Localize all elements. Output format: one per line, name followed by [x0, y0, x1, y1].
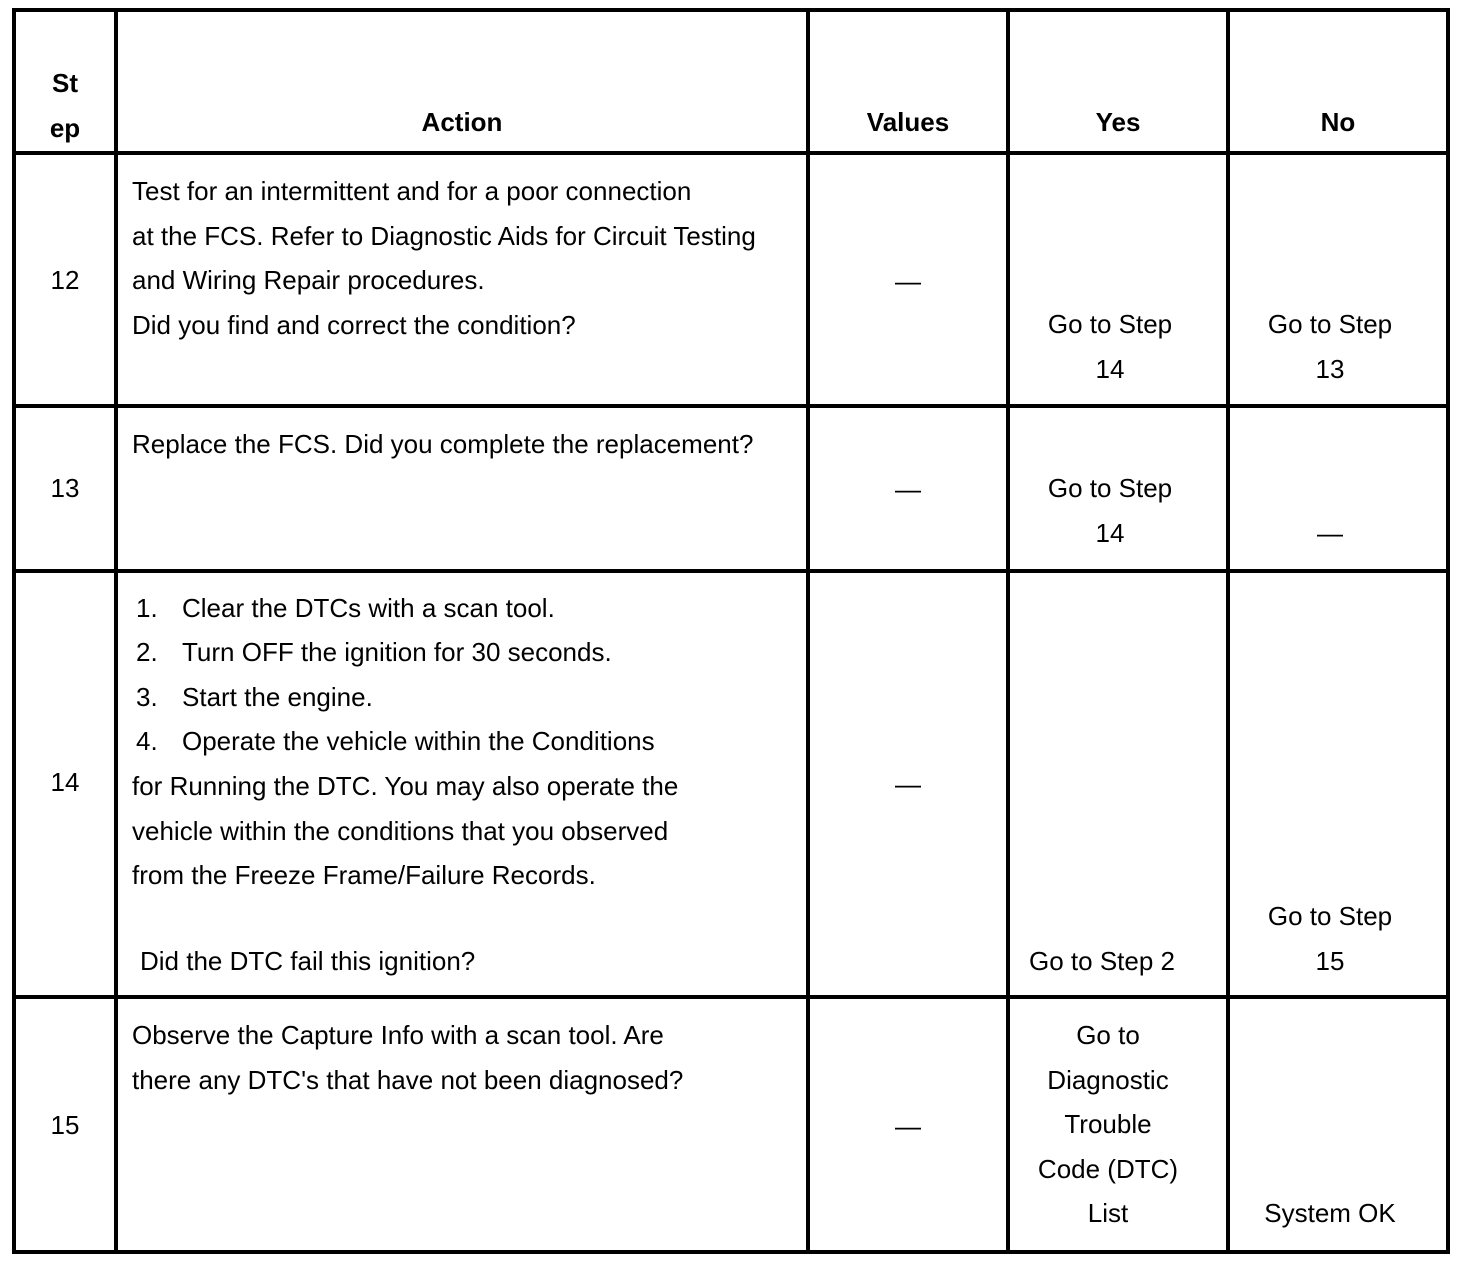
action-text [132, 169, 756, 347]
action-text [132, 422, 753, 467]
no-line: Go to Step [1267, 901, 1393, 931]
yes-line: Go to Step 2 [1029, 946, 1175, 976]
yes-line: Go to Step [1047, 309, 1173, 339]
yes-cell [1010, 302, 1210, 391]
no-line: System OK [1264, 1198, 1396, 1228]
action-text [132, 1013, 683, 1102]
list-number: 4. [136, 726, 158, 756]
yes-line: Go to Step [1047, 473, 1173, 503]
column-divider [114, 8, 118, 1254]
table-border-right [1446, 8, 1450, 1254]
row-divider [12, 569, 1450, 573]
value-cell: — [895, 769, 921, 799]
action-line: from the Freeze Frame/Failure Records. [132, 860, 596, 890]
action-line: vehicle within the conditions that you observed [132, 815, 669, 846]
header-no: No [1320, 107, 1356, 137]
list-text: Turn OFF the ignition for 30 seconds. [182, 637, 612, 667]
action-list-item [136, 630, 612, 675]
value-cell: — [895, 1111, 921, 1141]
action-line: at the FCS. Refer to Diagnostic Aids for Circuit Testing [132, 220, 756, 251]
action-line: for Running the DTC. You may also operate the [132, 771, 679, 801]
yes-line: 14 [1095, 517, 1125, 548]
action-line: Replace the FCS. Did you complete the replacement? [132, 429, 754, 459]
action-line: Did you find and correct the condition? [132, 309, 576, 340]
yes-line: Trouble [1064, 1109, 1152, 1139]
header-step-line2: ep [49, 112, 81, 143]
row-divider [12, 404, 1450, 408]
list-text: Operate the vehicle within the Conditions [182, 726, 655, 756]
row-divider [12, 151, 1450, 155]
no-cell [1230, 1191, 1430, 1236]
yes-line: Code (DTC) [1037, 1153, 1179, 1184]
action-line: and Wiring Repair procedures. [132, 265, 485, 295]
no-cell [1230, 511, 1430, 556]
action-text [132, 764, 678, 898]
list-number: 3. [136, 682, 158, 712]
yes-cell [1010, 939, 1194, 984]
header-yes: Yes [1095, 107, 1141, 137]
yes-cell [1010, 1013, 1206, 1236]
column-divider [1226, 8, 1230, 1254]
diagnostic-table [12, 8, 1450, 1254]
yes-cell [1010, 466, 1210, 555]
column-divider [806, 8, 810, 1254]
step-number: 14 [50, 767, 80, 797]
list-text: Clear the DTCs with a scan tool. [182, 593, 555, 623]
header-step [16, 61, 114, 150]
table-border-bottom [12, 1250, 1450, 1254]
action-line: Observe the Capture Info with a scan tool. Are [132, 1020, 664, 1050]
no-cell [1230, 302, 1430, 391]
yes-line: 14 [1095, 353, 1125, 384]
step-number: 12 [50, 265, 80, 295]
header-action: Action [421, 107, 503, 137]
header-values: Values [866, 107, 950, 137]
table-border-top [12, 8, 1450, 12]
yes-line: List [1087, 1198, 1129, 1228]
list-text: Start the engine. [182, 682, 373, 712]
no-line: — [1317, 518, 1343, 548]
no-line: 15 [1315, 945, 1345, 976]
step-number: 13 [50, 473, 80, 503]
list-number: 1. [136, 593, 158, 623]
action-list-item [136, 675, 373, 720]
yes-line: Go to [1076, 1020, 1140, 1050]
no-cell [1230, 894, 1430, 983]
action-question: Did the DTC fail this ignition? [140, 946, 476, 976]
action-line: there any DTC's that have not been diagnosed? [132, 1064, 684, 1095]
header-step-line1: St [52, 68, 78, 98]
action-list-item [136, 586, 555, 631]
no-line: 13 [1315, 353, 1345, 384]
no-line: Go to Step [1267, 309, 1393, 339]
value-cell: — [895, 474, 921, 504]
list-number: 2. [136, 637, 158, 667]
action-line: Test for an intermittent and for a poor connection [132, 176, 692, 206]
yes-line: Diagnostic [1047, 1064, 1169, 1095]
value-cell: — [895, 266, 921, 296]
action-list-item [136, 719, 655, 764]
step-number: 15 [50, 1110, 80, 1140]
table-border-left [12, 8, 16, 1254]
row-divider [12, 995, 1450, 999]
